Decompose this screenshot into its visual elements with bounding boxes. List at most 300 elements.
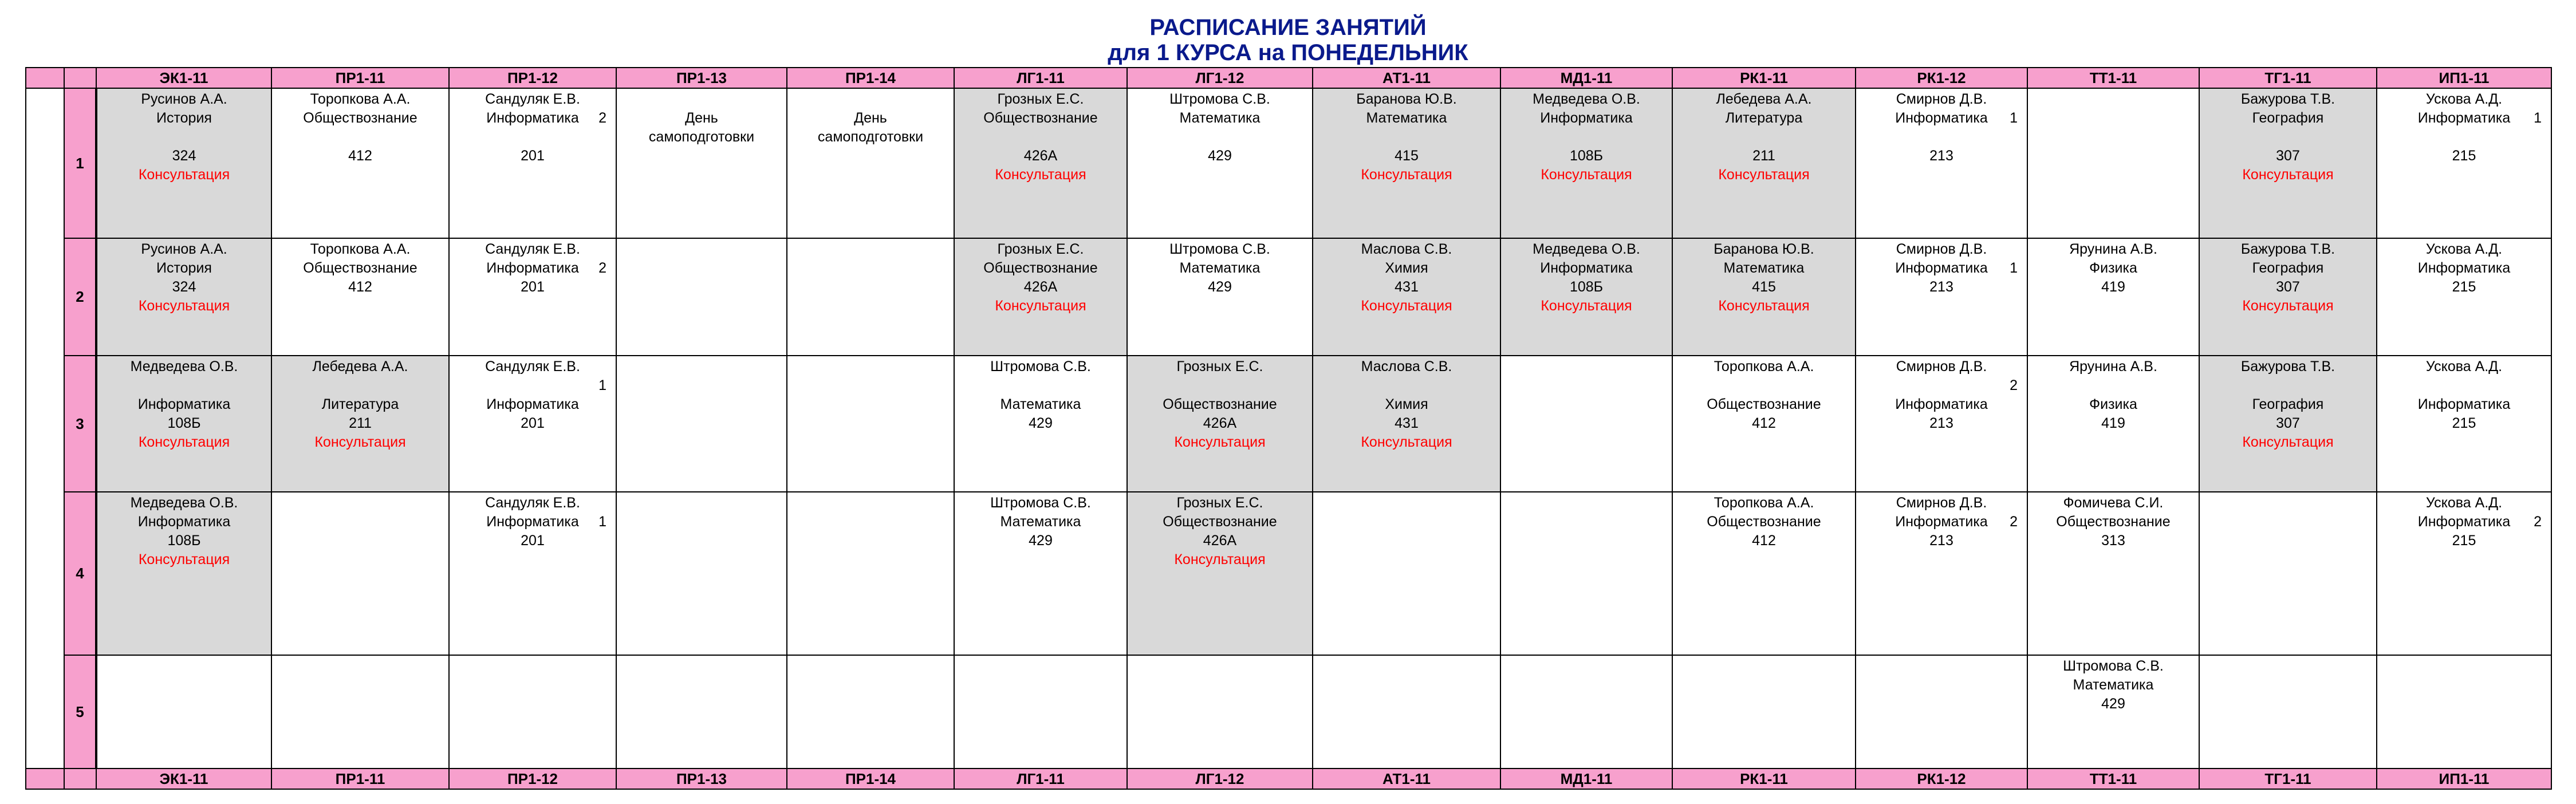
consultation-note: Консультация	[995, 298, 1086, 314]
cell-line: Обществознание	[303, 260, 417, 276]
group-header-ИП1-11: ИП1-11	[2377, 768, 2551, 789]
schedule-table	[25, 67, 2552, 790]
cell-line: 426А	[1203, 533, 1237, 549]
cell-content	[787, 356, 954, 357]
cell-line	[97, 128, 271, 147]
cell-line: Медведева О.В.	[130, 358, 238, 375]
cell-line	[2377, 376, 2551, 395]
cell-line: Медведева О.В.	[1533, 241, 1640, 257]
cell-line: Торопкова А.А.	[310, 91, 411, 107]
cell-line: Смирнов Д.В.	[1896, 91, 1987, 107]
schedule-cell-ТГ1-11	[2199, 356, 2377, 492]
schedule-cell-АТ1-11	[1313, 88, 1500, 238]
schedule-cell-РК1-12	[1856, 88, 2027, 238]
cell-line: 426А	[1203, 415, 1237, 431]
cell-content	[2200, 492, 2376, 494]
cell-line: 426А	[1023, 279, 1058, 295]
cell-content	[2200, 239, 2376, 316]
group-header-АТ1-11: АТ1-11	[1313, 68, 1500, 88]
consultation-note: Консультация	[1174, 551, 1266, 567]
consultation-note: Консультация	[1361, 298, 1452, 314]
schedule-cell-ПР1-12	[449, 492, 616, 655]
cell-content	[450, 656, 616, 657]
group-header-РК1-12: РК1-12	[1856, 68, 2027, 88]
schedule-cell-ТТ1-11	[2027, 238, 2199, 356]
cell-line: Математика	[1723, 260, 1805, 276]
group-header-АТ1-11: АТ1-11	[1313, 768, 1500, 789]
schedule-cell-МД1-11	[1500, 492, 1672, 655]
cell-line: Информатика	[486, 396, 579, 412]
cell-line: География	[2252, 260, 2324, 276]
header-corner	[26, 68, 64, 88]
cell-line	[97, 376, 271, 395]
schedule-subtitle: для 1 КУРСА на ПОНЕДЕЛЬНИК	[1108, 40, 1468, 65]
cell-line: Литература	[321, 396, 399, 412]
group-header-ПР1-12: ПР1-12	[449, 68, 616, 88]
consultation-note: Консультация	[138, 167, 230, 183]
cell-line	[1856, 376, 2027, 395]
cell-content	[272, 492, 448, 494]
cell-line: Литература	[1725, 110, 1803, 126]
cell-line: Торопкова А.А.	[310, 241, 411, 257]
schedule-cell-РК1-11	[1672, 356, 1856, 492]
group-header-ТГ1-11: ТГ1-11	[2199, 768, 2377, 789]
cell-line: Информатика	[137, 396, 231, 412]
schedule-cell-ЭК1-11	[96, 655, 271, 768]
cell-line	[450, 128, 616, 147]
cell-line: 419	[2101, 415, 2125, 431]
group-header-ПР1-14: ПР1-14	[787, 768, 954, 789]
consultation-note: Консультация	[995, 167, 1086, 183]
schedule-cell-ЛГ1-11	[954, 492, 1127, 655]
cell-content	[1128, 89, 1312, 165]
cell-line	[1856, 128, 2027, 147]
cell-content	[1313, 492, 1500, 494]
schedule-cell-РК1-12	[1856, 356, 2027, 492]
cell-line: Маслова С.В.	[1361, 241, 1452, 257]
schedule-cell-ЛГ1-12	[1127, 238, 1313, 356]
group-header-ТТ1-11: ТТ1-11	[2027, 768, 2199, 789]
cell-line: 201	[521, 279, 545, 295]
schedule-cell-ПР1-11	[271, 356, 449, 492]
schedule-cell-ЛГ1-12	[1127, 88, 1313, 238]
schedule-title: РАСПИСАНИЕ ЗАНЯТИЙ	[1149, 15, 1427, 40]
cell-content	[787, 89, 954, 147]
cell-content	[787, 492, 954, 494]
group-header-ПР1-12: ПР1-12	[449, 768, 616, 789]
cell-line: Информатика	[1540, 110, 1633, 126]
cell-line	[1313, 376, 1500, 395]
lesson-row	[26, 492, 2551, 655]
cell-line: 215	[2452, 148, 2476, 164]
group-header-ПР1-11: ПР1-11	[271, 768, 449, 789]
cell-line: Обществознание	[2056, 514, 2171, 530]
consultation-note: Консультация	[314, 434, 406, 450]
cell-line: Штромова С.В.	[2063, 658, 2164, 674]
group-header-РК1-11: РК1-11	[1672, 68, 1856, 88]
schedule-cell-ПР1-12	[449, 356, 616, 492]
cell-content	[1856, 239, 2027, 297]
cell-line: Обществознание	[983, 260, 1098, 276]
cell-content	[97, 239, 271, 316]
group-header-row-bottom	[26, 768, 2551, 789]
cell-line: 324	[172, 279, 196, 295]
cell-content	[617, 492, 786, 494]
cell-line: Информатика	[2417, 514, 2511, 530]
schedule-cell-РК1-11	[1672, 238, 1856, 356]
cell-line: 213	[1929, 279, 1953, 295]
cell-line: 307	[2276, 148, 2300, 164]
cell-line: Информатика	[2417, 396, 2511, 412]
schedule-cell-ИП1-11	[2377, 88, 2551, 238]
group-header-ИП1-11: ИП1-11	[2377, 68, 2551, 88]
schedule-cell-ПР1-13	[616, 655, 787, 768]
group-header-ПР1-11: ПР1-11	[271, 68, 449, 88]
group-header-ЛГ1-11: ЛГ1-11	[954, 68, 1127, 88]
cell-line: Лебедева А.А.	[1716, 91, 1812, 107]
schedule-cell-ЭК1-11	[96, 88, 271, 238]
schedule-cell-ПР1-11	[271, 88, 449, 238]
schedule-cell-РК1-11	[1672, 88, 1856, 238]
cell-line: Баранова Ю.В.	[1356, 91, 1457, 107]
schedule-cell-ПР1-11	[271, 655, 449, 768]
cell-content	[2028, 89, 2199, 90]
cell-line: 429	[2101, 696, 2125, 712]
consultation-note: Консультация	[1361, 434, 1452, 450]
subgroup-number: 2	[598, 110, 606, 126]
schedule-cell-ТГ1-11	[2199, 655, 2377, 768]
cell-line: Информатика	[1895, 396, 1988, 412]
cell-line: Смирнов Д.В.	[1896, 495, 1987, 511]
cell-line: 108Б	[1569, 279, 1604, 295]
cell-line: Информатика	[1895, 260, 1988, 276]
cell-line	[450, 376, 616, 395]
cell-line: 215	[2452, 279, 2476, 295]
cell-content	[2377, 239, 2551, 297]
cell-content	[1501, 356, 1672, 357]
cell-content	[1856, 89, 2027, 165]
schedule-cell-ЛГ1-11	[954, 238, 1127, 356]
cell-line	[1673, 128, 1855, 147]
cell-content	[1673, 239, 1855, 316]
cell-content	[1128, 239, 1312, 297]
cell-line: Информатика	[1540, 260, 1633, 276]
schedule-cell-ИП1-11	[2377, 238, 2551, 356]
cell-line	[2200, 376, 2376, 395]
schedule-cell-АТ1-11	[1313, 492, 1500, 655]
schedule-cell-ПР1-13	[616, 238, 787, 356]
lesson-number: 3	[64, 356, 96, 492]
cell-line: Математика	[2073, 677, 2154, 693]
schedule-cell-ПР1-12	[449, 88, 616, 238]
cell-line: Математика	[1179, 260, 1261, 276]
cell-content	[450, 239, 616, 297]
cell-line: 412	[348, 148, 372, 164]
lesson-number: 1	[64, 88, 96, 238]
cell-line: 213	[1929, 415, 1953, 431]
cell-line	[1673, 376, 1855, 395]
schedule-cell-ЛГ1-11	[954, 88, 1127, 238]
header-corner	[64, 68, 96, 88]
schedule-cell-ТГ1-11	[2199, 88, 2377, 238]
schedule-cell-ПР1-13	[616, 356, 787, 492]
cell-line: Баранова Ю.В.	[1714, 241, 1814, 257]
cell-content	[617, 239, 786, 240]
cell-line: Математика	[1000, 396, 1081, 412]
cell-line: 213	[1929, 533, 1953, 549]
cell-line: Смирнов Д.В.	[1896, 358, 1987, 375]
cell-line: Бажурова Т.В.	[2240, 358, 2335, 375]
schedule-cell-ЛГ1-11	[954, 356, 1127, 492]
cell-content	[1673, 356, 1855, 433]
cell-line: 412	[1752, 415, 1776, 431]
lesson-row	[26, 356, 2551, 492]
cell-content	[2028, 239, 2199, 297]
cell-content	[1501, 89, 1672, 184]
consultation-note: Консультация	[2242, 434, 2334, 450]
group-header-ЛГ1-12: ЛГ1-12	[1127, 68, 1313, 88]
schedule-cell-ЛГ1-11	[954, 655, 1127, 768]
schedule-cell-РК1-12	[1856, 655, 2027, 768]
cell-line: Русинов А.А.	[141, 91, 227, 107]
lesson-row	[26, 88, 2551, 238]
cell-content	[1313, 656, 1500, 657]
cell-content	[1501, 656, 1672, 657]
cell-line: Обществознание	[1163, 514, 1277, 530]
cell-content	[955, 356, 1126, 433]
cell-line	[1313, 128, 1500, 147]
schedule-cell-ТТ1-11	[2027, 88, 2199, 238]
cell-line	[787, 90, 954, 109]
schedule-cell-ТГ1-11	[2199, 492, 2377, 655]
cell-line: Сандуляк Е.В.	[485, 91, 580, 107]
consultation-note: Консультация	[1361, 167, 1452, 183]
lesson-row	[26, 238, 2551, 356]
cell-line: 412	[348, 279, 372, 295]
cell-content	[97, 356, 271, 452]
cell-line: 313	[2101, 533, 2125, 549]
group-header-ТТ1-11: ТТ1-11	[2027, 68, 2199, 88]
cell-line: Обществознание	[1707, 396, 1821, 412]
group-header-ПР1-13: ПР1-13	[616, 68, 787, 88]
cell-line: История	[156, 260, 212, 276]
cell-line: Сандуляк Е.В.	[485, 495, 580, 511]
cell-line: Информатика	[486, 260, 579, 276]
cell-line: 429	[1208, 279, 1232, 295]
cell-content	[2200, 656, 2376, 657]
cell-content	[272, 89, 448, 165]
group-header-ТГ1-11: ТГ1-11	[2199, 68, 2377, 88]
cell-content	[2028, 356, 2199, 433]
group-header-РК1-12: РК1-12	[1856, 768, 2027, 789]
cell-line: Обществознание	[983, 110, 1098, 126]
cell-content	[450, 492, 616, 550]
cell-line: 324	[172, 148, 196, 164]
cell-line: 415	[1752, 279, 1776, 295]
schedule-cell-РК1-11	[1672, 492, 1856, 655]
schedule-cell-ПР1-14	[787, 655, 954, 768]
cell-line: Информатика	[137, 514, 231, 530]
schedule-cell-ПР1-13	[616, 88, 787, 238]
cell-content	[2028, 656, 2199, 714]
cell-content	[1313, 89, 1500, 184]
schedule-cell-ЛГ1-12	[1127, 356, 1313, 492]
group-header-row-top	[26, 68, 2551, 88]
schedule-cell-ТГ1-11	[2199, 238, 2377, 356]
cell-line: 215	[2452, 533, 2476, 549]
cell-line: Информатика	[2417, 260, 2511, 276]
cell-line: Обществознание	[303, 110, 417, 126]
schedule-cell-ИП1-11	[2377, 655, 2551, 768]
cell-line: География	[2252, 110, 2324, 126]
cell-line: Ускова А.Д.	[2425, 241, 2503, 257]
cell-line: 429	[1029, 533, 1053, 549]
cell-line: 211	[1752, 148, 1775, 164]
cell-line: Смирнов Д.В.	[1896, 241, 1987, 257]
cell-content	[2200, 89, 2376, 184]
cell-line: Бажурова Т.В.	[2240, 241, 2335, 257]
cell-line: Информатика	[1895, 110, 1988, 126]
cell-line	[955, 128, 1126, 147]
cell-content	[955, 89, 1126, 184]
cell-content	[450, 89, 616, 165]
lesson-number: 4	[64, 492, 96, 655]
cell-content	[1856, 492, 2027, 550]
cell-content	[617, 356, 786, 357]
cell-line: Информатика	[486, 110, 579, 126]
cell-content	[617, 656, 786, 657]
cell-content	[1313, 239, 1500, 316]
consultation-note: Консультация	[1718, 298, 1810, 314]
cell-content	[1501, 492, 1672, 494]
schedule-cell-ПР1-11	[271, 492, 449, 655]
schedule-cell-МД1-11	[1500, 356, 1672, 492]
cell-line	[1501, 128, 1672, 147]
cell-content	[2028, 492, 2199, 550]
cell-line: 213	[1929, 148, 1953, 164]
cell-line	[617, 90, 786, 109]
cell-line: 201	[521, 415, 545, 431]
cell-line: Грозных Е.С.	[1176, 358, 1263, 375]
subgroup-number: 2	[2010, 514, 2018, 530]
cell-content	[450, 356, 616, 433]
cell-line: 108Б	[167, 533, 201, 549]
cell-line: Обществознание	[1163, 396, 1277, 412]
consultation-note: Консультация	[1174, 434, 1266, 450]
cell-line: 429	[1208, 148, 1232, 164]
cell-content	[787, 656, 954, 657]
cell-line: Химия	[1385, 260, 1428, 276]
header-corner	[64, 768, 96, 789]
cell-line: Штромова С.В.	[990, 495, 1091, 511]
group-header-ЭК1-11: ЭК1-11	[96, 68, 271, 88]
cell-line: Торопкова А.А.	[1714, 495, 1814, 511]
cell-content	[1501, 239, 1672, 316]
cell-line: Математика	[1179, 110, 1261, 126]
subgroup-number: 1	[2010, 110, 2018, 126]
cell-content	[1128, 356, 1312, 452]
cell-content	[1673, 89, 1855, 184]
schedule-cell-РК1-11	[1672, 655, 1856, 768]
cell-line: самоподготовки	[817, 129, 924, 145]
cell-line: География	[2252, 396, 2324, 412]
consultation-note: Консультация	[1541, 298, 1632, 314]
schedule-cell-ПР1-12	[449, 238, 616, 356]
cell-line	[272, 128, 448, 147]
consultation-note: Консультация	[1718, 167, 1810, 183]
cell-line: 307	[2276, 415, 2300, 431]
cell-line	[2028, 376, 2199, 395]
cell-line: Русинов А.А.	[141, 241, 227, 257]
cell-line: Ускова А.Д.	[2425, 91, 2503, 107]
cell-line: Информатика	[486, 514, 579, 530]
group-header-ЛГ1-12: ЛГ1-12	[1127, 768, 1313, 789]
cell-line: 431	[1395, 279, 1419, 295]
cell-line: Информатика	[1895, 514, 1988, 530]
cell-line: 108Б	[1569, 148, 1604, 164]
group-header-РК1-11: РК1-11	[1672, 768, 1856, 789]
cell-line: Сандуляк Е.В.	[485, 241, 580, 257]
cell-line: 412	[1752, 533, 1776, 549]
cell-content	[272, 239, 448, 297]
group-header-МД1-11: МД1-11	[1500, 68, 1672, 88]
cell-line: Грозных Е.С.	[1176, 495, 1263, 511]
cell-content	[1856, 356, 2027, 433]
cell-line: Штромова С.В.	[1169, 91, 1270, 107]
schedule-cell-МД1-11	[1500, 88, 1672, 238]
schedule-cell-АТ1-11	[1313, 655, 1500, 768]
consultation-note: Консультация	[2242, 167, 2334, 183]
cell-line: Грозных Е.С.	[997, 241, 1084, 257]
cell-line: 201	[521, 148, 545, 164]
group-header-ПР1-14: ПР1-14	[787, 68, 954, 88]
schedule-cell-ПР1-12	[449, 655, 616, 768]
cell-content	[617, 89, 786, 147]
schedule-cell-ЭК1-11	[96, 238, 271, 356]
cell-line: 201	[521, 533, 545, 549]
subgroup-number: 2	[598, 260, 606, 276]
consultation-note: Консультация	[2242, 298, 2334, 314]
schedule-cell-ПР1-14	[787, 88, 954, 238]
subgroup-number: 1	[2010, 260, 2018, 276]
subgroup-number: 2	[2534, 514, 2542, 530]
cell-line: Информатика	[2417, 110, 2511, 126]
subgroup-number: 1	[598, 514, 606, 530]
cell-line: Медведева О.В.	[1533, 91, 1640, 107]
schedule-cell-АТ1-11	[1313, 356, 1500, 492]
cell-line: Ярунина А.В.	[2069, 241, 2157, 257]
schedule-cell-ТТ1-11	[2027, 655, 2199, 768]
cell-line	[272, 376, 448, 395]
cell-line: Грозных Е.С.	[997, 91, 1084, 107]
schedule-cell-РК1-12	[1856, 492, 2027, 655]
cell-content	[97, 492, 271, 569]
schedule-cell-МД1-11	[1500, 655, 1672, 768]
lesson-number: 2	[64, 238, 96, 356]
cell-content	[2377, 656, 2551, 657]
schedule-cell-ТТ1-11	[2027, 492, 2199, 655]
cell-line: Ускова А.Д.	[2425, 495, 2503, 511]
cell-line: Штромова С.В.	[1169, 241, 1270, 257]
cell-line: Медведева О.В.	[130, 495, 238, 511]
cell-content	[1313, 356, 1500, 452]
cell-line: Ускова А.Д.	[2425, 358, 2503, 375]
cell-content	[1128, 492, 1312, 569]
schedule-cell-ПР1-14	[787, 492, 954, 655]
cell-line	[955, 376, 1126, 395]
schedule-cell-ПР1-14	[787, 238, 954, 356]
schedule-cell-ТТ1-11	[2027, 356, 2199, 492]
